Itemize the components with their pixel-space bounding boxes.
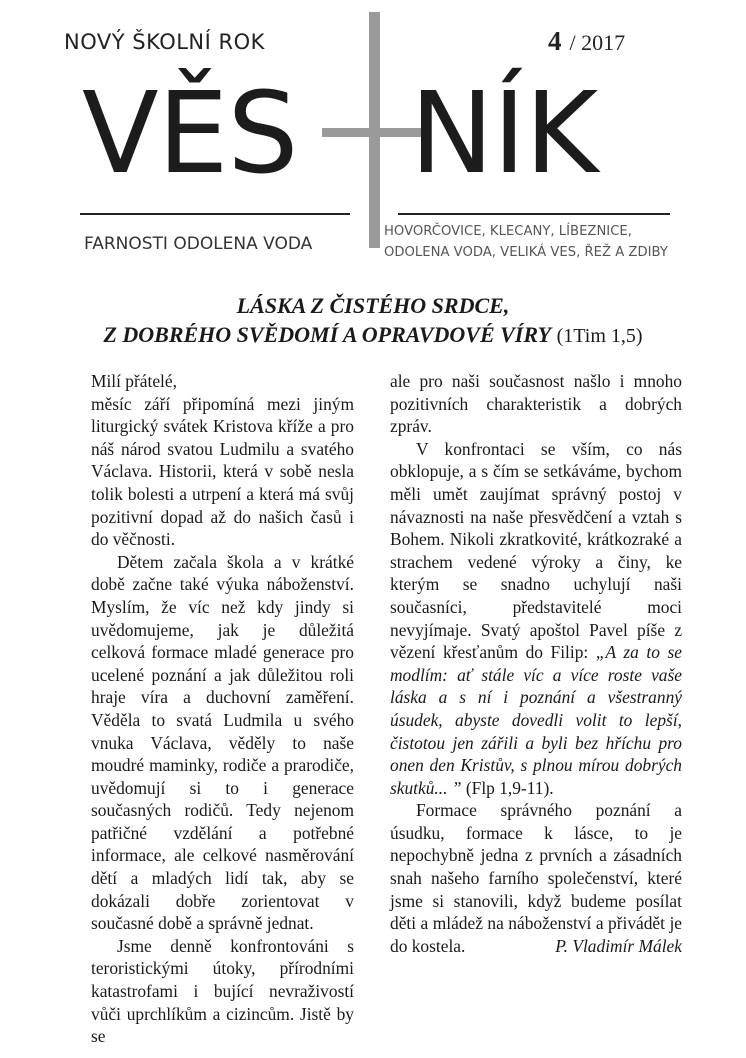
- scripture-reference: (Flp 1,9-11).: [465, 777, 554, 798]
- issue-theme: NOVÝ ŠKOLNÍ ROK: [64, 30, 265, 54]
- paragraph-5: Formace správného poznání a úsudku, formace k lásce, to je nepochybně jedna z prvních a zásadních snah našeho farního společenství, které jsme si stanovili, když budeme posílat děti a mládež na náboženství a přivádět je do kostela.: [390, 800, 682, 956]
- article-title-reference: (1Tim 1,5): [556, 325, 643, 347]
- paragraph-3-continued: ale pro naši současnost našlo i mnoho pozitivních charakteristik a dobrých zpráv.: [390, 371, 682, 437]
- places-line-1: HOVORČOVICE, KLECANY, LÍBEZNICE,: [384, 224, 632, 239]
- article-title-line-1: LÁSKA Z ČISTÉHO SRDCE,: [236, 293, 510, 318]
- masthead-right: NÍK: [410, 69, 598, 199]
- places-line-2: ODOLENA VODA, VELIKÁ VES, ŘEŽ A ZDIBY: [384, 245, 668, 260]
- greeting: Milí přátelé,: [91, 371, 177, 391]
- paragraph-1: měsíc září připomíná mezi jiným liturgický svátek Kristova kříže a pro náš národ svatou Ludmilu a svatého Václava. Historii, která v sobě nesla tolik bolesti a utrpení a která má svůj pozitivní dopad až do našich časů i do věčnosti.: [91, 393, 354, 550]
- masthead-left: VĚS: [82, 69, 298, 199]
- column-left: [91, 370, 354, 1048]
- paragraph-2: Dětem začala škola a v krátké době začne také výuka náboženství. Myslím, že víc než kdy jindy si uvědomujeme, jak je důležitá celková formace mladé generace pro ucelené poznání a jak důležitou roli hraje víra a duchovní zaměření. Věděla to svatá Ludmila u svého vnuka Václava, věděly to naše moudré maminky, rodiče a prarodiče, uvědomují si to i generace současných rodičů. Tedy nejenom patřičné vzdělání a potřebné informace, ale celkové nasměrování dětí a mladých lidí tak, aby se dokázali dobře zorientovat v současné době a správně jednat.: [91, 551, 354, 934]
- places-list: [384, 221, 668, 263]
- issue-year: / 2017: [569, 30, 626, 55]
- column-right: [390, 370, 682, 957]
- article-title: [0, 291, 746, 351]
- article-title-line-2: Z DOBRÉHO SVĚDOMÍ A OPRAVDOVÉ VÍRY (1Tim 1,5): [103, 322, 643, 347]
- rule-left: [80, 213, 350, 215]
- issue-number: [548, 26, 625, 57]
- paragraph-3: Jsme denně konfrontováni s teroristickými útoky, přírodními katastrofami i bující nevraživostí vůči uprchlíkům a cizincům. Jistě by se: [91, 935, 354, 1047]
- signature: P. Vladimír Málek: [555, 935, 682, 956]
- issue-number-value: 4: [548, 26, 562, 56]
- parish-name: FARNOSTI ODOLENA VODA: [84, 234, 313, 254]
- paragraph-4-text: V konfrontaci se vším, co nás obklopuje, a s čím se setkáváme, bychom měli umět zaujímat správný postoj v návaznosti na naše přesvědčení a vztah s Bohem. Nikoli zkratkovité, krátkozraké a strachem vedené výroky a činy, ke kterým se snadno uchylují naši současníci, představitelé moci nevyjímaje. Svatý apoštol Pavel píše z vězení křesťanům do Filip:: [390, 438, 682, 663]
- paragraph-4: [390, 438, 682, 800]
- scripture-quote: „A za to se modlím: ať stále víc a více roste vaše láska a s ní i poznání a všestranný úsudek, abyste dovedli volit to lepší, čistotou jen zářili a byli bez hříchu pro onen den Kristův, s plnou mírou dobrých skutků... ”: [390, 642, 682, 798]
- rule-right: [398, 213, 670, 215]
